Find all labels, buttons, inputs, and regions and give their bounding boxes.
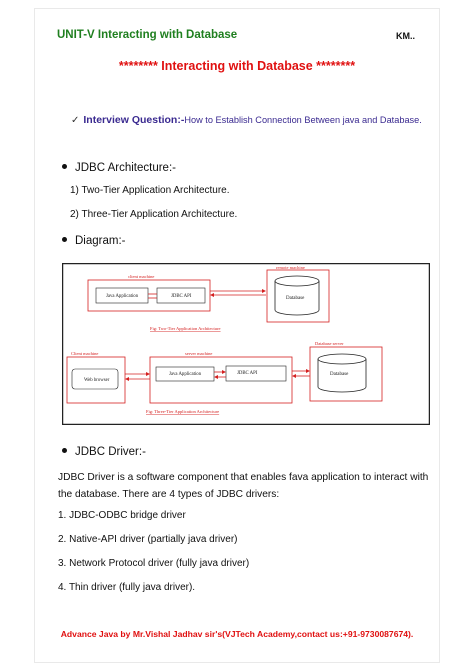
heading-text: JDBC Architecture:- [75, 162, 176, 174]
driver-description: JDBC Driver is a software component that enables fava application to interact with the database. There are 4 types of JDBC drivers: [58, 472, 429, 500]
interview-question-label: Interview Question:- [83, 114, 185, 126]
driver-type-item: 4. Thin driver (fully java driver). [58, 582, 196, 593]
three-tier-caption: Fig: Three-Tier Application Architecture [146, 409, 220, 414]
java-application-label: Java Application [106, 294, 139, 299]
driver-type-item: 1. JDBC-ODBC bridge driver [58, 510, 186, 521]
remote-machine-label: remote machine [276, 265, 305, 270]
database-label: Database [286, 296, 305, 301]
heading-text: Diagram:- [75, 235, 126, 247]
database-cylinder-top [318, 354, 366, 364]
java-application-label: Java Application [169, 372, 202, 377]
jdbc-architecture-diagram [62, 263, 430, 425]
page-footer: Advance Java by Mr.Vishal Jadhav sir's(VJTech Academy,contact us:+91-9730087674). [60, 629, 414, 639]
author-initials: KM.. [396, 31, 415, 41]
diagram-frame [63, 264, 430, 425]
client-machine-label: Client machine [71, 351, 99, 356]
page-title: ******** Interacting with Database ******** [118, 59, 356, 73]
interview-question [71, 114, 422, 126]
web-browser-label: Web browser [84, 378, 110, 383]
database-cylinder-top [275, 276, 319, 286]
bullet-icon [62, 164, 67, 169]
interview-question-text: How to Establish Connection Between java and Database. [184, 115, 422, 125]
unit-title: UNIT-V Interacting with Database [57, 29, 238, 41]
architecture-item: 2) Three-Tier Application Architecture. [70, 209, 238, 220]
jdbc-api-label: JDBC API [237, 371, 258, 376]
jdbc-driver-heading [62, 446, 146, 458]
driver-type-item: 3. Network Protocol driver (fully java driver) [58, 558, 250, 569]
bullet-icon [62, 448, 67, 453]
diagram-heading [62, 235, 125, 247]
driver-type-item: 2. Native-API driver (partially java driver) [58, 534, 238, 545]
server-machine-label: server machine [185, 351, 213, 356]
jdbc-architecture-heading [62, 162, 176, 174]
heading-text: JDBC Driver:- [75, 446, 146, 458]
database-label: Database [330, 372, 349, 377]
bullet-icon [62, 237, 67, 242]
client-machine-label: client machine [128, 274, 155, 279]
database-server-label: Database server [315, 341, 344, 346]
jdbc-api-label: JDBC API [171, 294, 192, 299]
architecture-item: 1) Two-Tier Application Architecture. [70, 185, 230, 196]
two-tier-caption: Fig: Two-Tier Application Architecture [150, 326, 221, 331]
checkmark-icon: ✓ [71, 115, 80, 126]
